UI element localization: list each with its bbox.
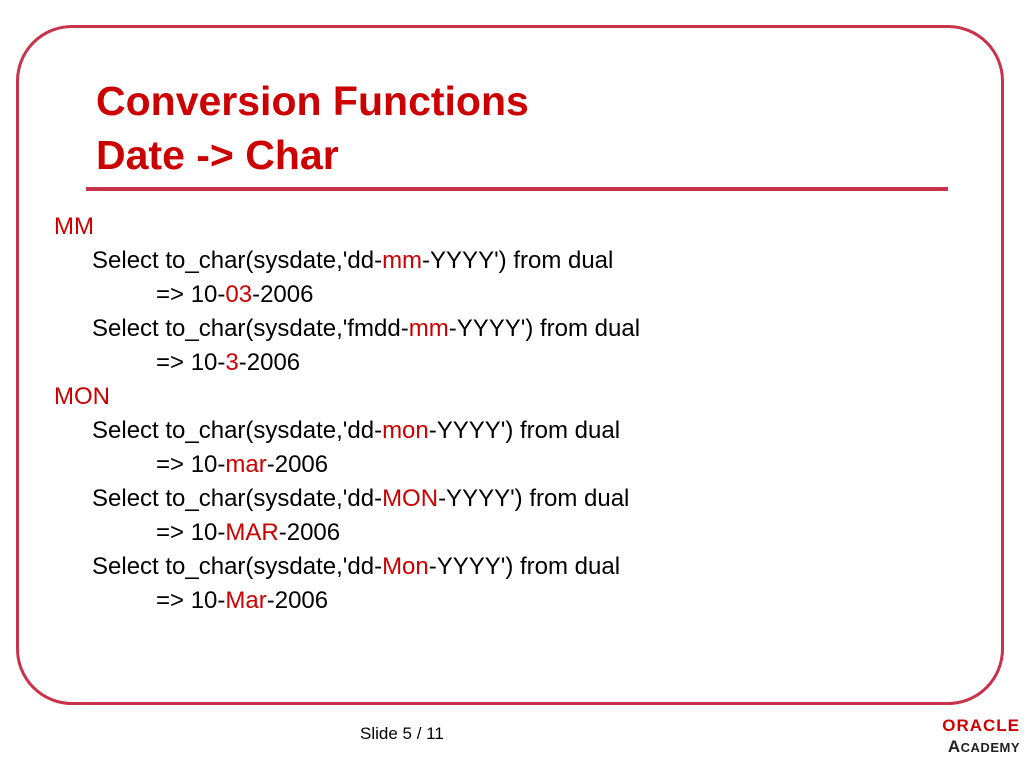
logo-oracle-text: ORACLE xyxy=(942,716,1020,735)
title-line-1: Conversion Functions xyxy=(96,78,529,124)
text-segment: Select to_char(sysdate,'dd- xyxy=(92,553,383,580)
highlighted-format: MAR xyxy=(225,519,279,546)
oracle-academy-logo xyxy=(914,716,1020,760)
slide-number: Slide 5 / 11 xyxy=(360,724,444,743)
result-line xyxy=(156,516,340,550)
text-segment: => 10- xyxy=(156,587,226,614)
query-line xyxy=(92,550,620,584)
result-line xyxy=(156,584,328,618)
highlighted-format: 03 xyxy=(225,281,253,308)
text-segment: => 10- xyxy=(156,519,226,546)
query-line xyxy=(92,244,613,278)
text-segment: => 10- xyxy=(156,281,226,308)
highlighted-format: 3 xyxy=(225,349,239,376)
highlighted-format: Mon xyxy=(382,553,429,580)
text-segment: -2006 xyxy=(238,349,301,376)
text-segment: Select to_char(sysdate,'dd- xyxy=(92,485,383,512)
text-segment: -YYYY') from dual xyxy=(422,247,614,274)
text-segment: -YYYY') from dual xyxy=(428,417,621,444)
text-segment: MM xyxy=(54,213,94,240)
text-segment: -2006 xyxy=(278,519,341,546)
highlighted-format: mar xyxy=(225,451,267,478)
text-segment: -YYYY') from dual xyxy=(438,485,630,512)
text-segment: -2006 xyxy=(252,281,314,308)
highlighted-format: MON xyxy=(382,485,439,512)
text-segment: -YYYY') from dual xyxy=(428,553,621,580)
text-segment: -2006 xyxy=(266,451,329,478)
result-line xyxy=(156,278,313,312)
text-segment: Select to_char(sysdate,'fmdd- xyxy=(92,315,409,342)
highlighted-format: mm xyxy=(382,247,423,274)
text-segment: -YYYY') from dual xyxy=(448,315,641,342)
text-segment: -2006 xyxy=(266,587,329,614)
title-line-2: Date -> Char xyxy=(96,132,339,178)
text-segment: Select to_char(sysdate,'dd- xyxy=(92,417,383,444)
query-line xyxy=(92,414,620,448)
text-segment: => 10- xyxy=(156,451,226,478)
text-segment: => 10- xyxy=(156,349,226,376)
section-heading xyxy=(54,210,94,244)
result-line xyxy=(156,346,300,380)
section-heading xyxy=(54,380,110,414)
query-line xyxy=(92,312,640,346)
text-segment: MON xyxy=(54,383,110,410)
text-segment: Select to_char(sysdate,'dd- xyxy=(92,247,383,274)
highlighted-format: Mar xyxy=(225,587,267,614)
highlighted-format: mon xyxy=(382,417,429,444)
slide-title xyxy=(96,74,529,182)
result-line xyxy=(156,448,328,482)
title-divider xyxy=(86,187,948,191)
logo-academy-text: ACADEMY xyxy=(947,737,1020,756)
highlighted-format: mm xyxy=(408,315,449,342)
query-line xyxy=(92,482,629,516)
